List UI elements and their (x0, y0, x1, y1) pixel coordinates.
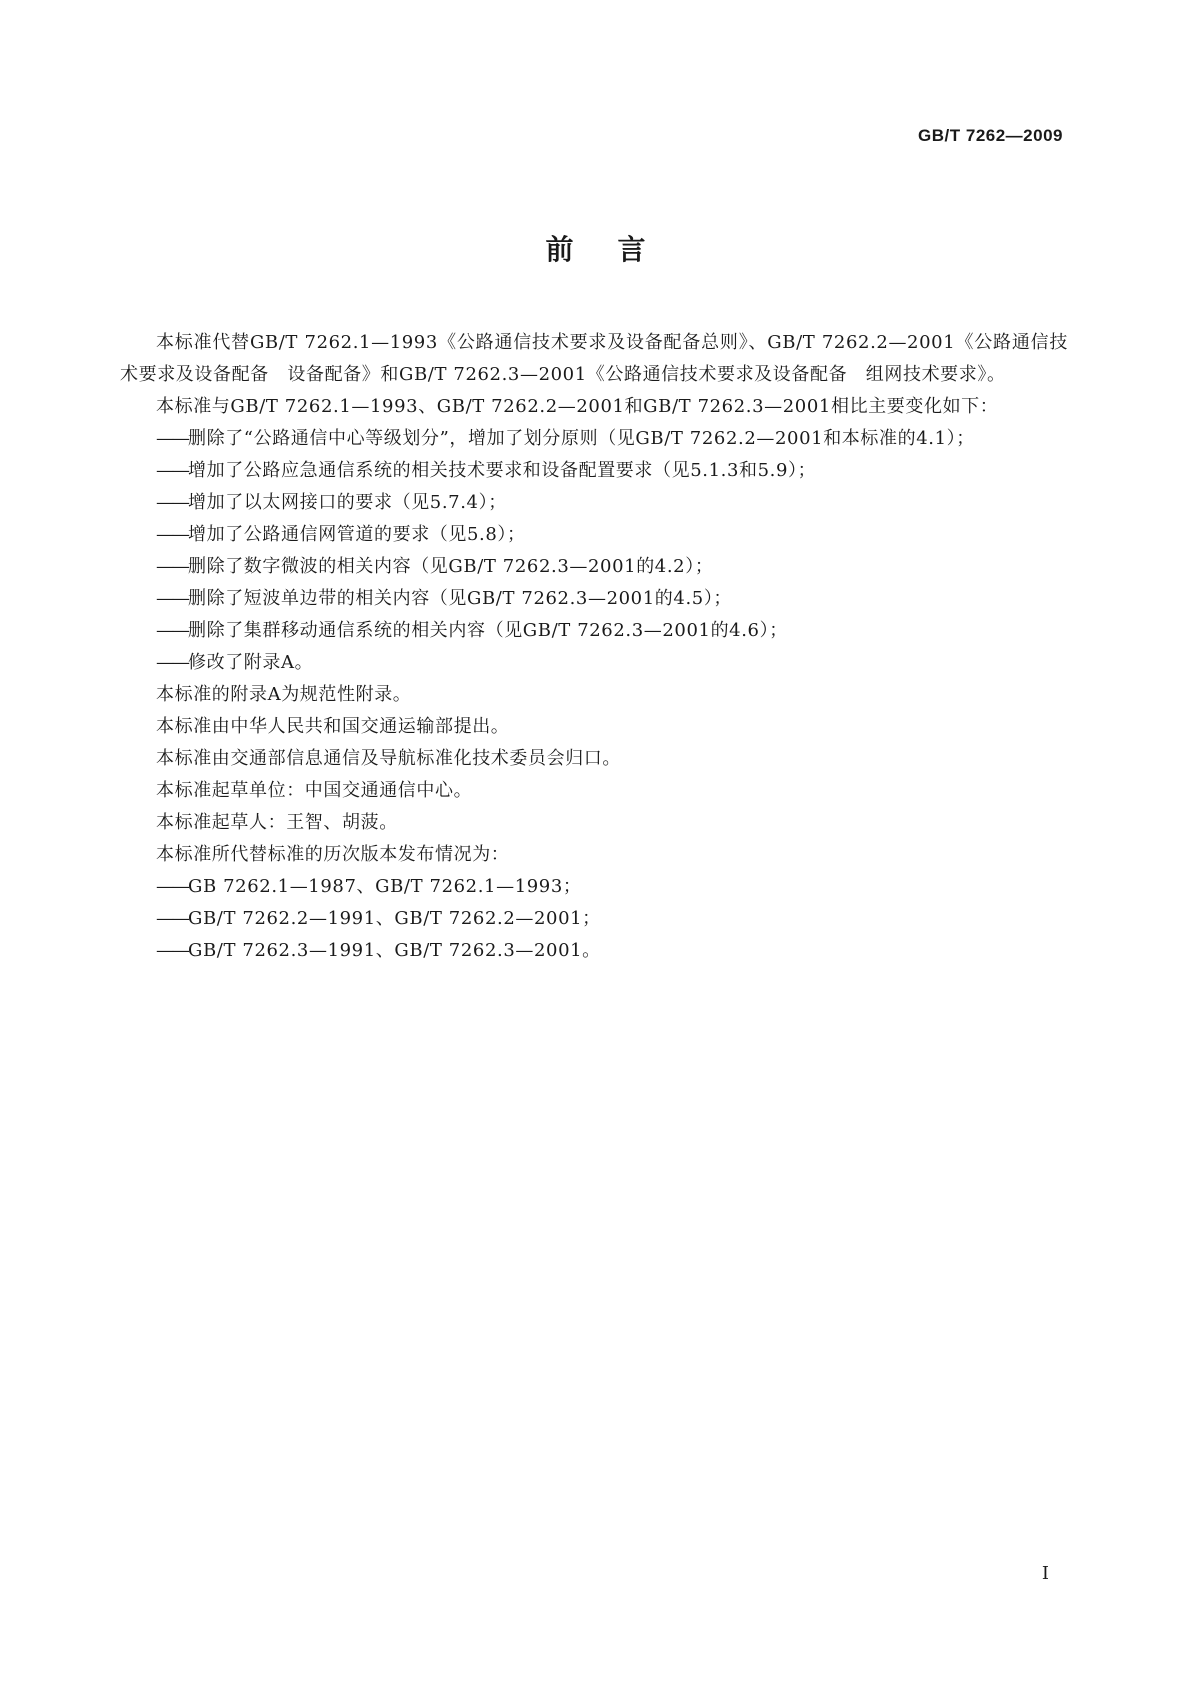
dash-marker: —— (156, 492, 188, 513)
history-item-text: GB/T 7262.3—1991、GB/T 7262.3—2001。 (188, 940, 601, 961)
list-item (120, 615, 1068, 647)
dash-marker: —— (156, 908, 188, 929)
list-item (120, 583, 1068, 615)
history-item-text: GB/T 7262.2—1991、GB/T 7262.2—2001； (188, 908, 601, 929)
change-item-text: 增加了公路通信网管道的要求（见5.8）； (188, 524, 526, 545)
dash-marker: —— (156, 428, 188, 449)
change-item-text: 删除了短波单边带的相关内容（见GB/T 7262.3—2001的4.5）； (188, 588, 733, 609)
change-item-text: 增加了以太网接口的要求（见5.7.4）； (188, 492, 507, 513)
dash-marker: —— (156, 588, 188, 609)
history-list (120, 871, 1068, 967)
list-item (120, 871, 1068, 903)
list-item (120, 551, 1068, 583)
list-item (120, 903, 1068, 935)
change-item-text: 删除了集群移动通信系统的相关内容（见GB/T 7262.3—2001的4.6）； (188, 620, 788, 641)
dash-marker: —— (156, 940, 188, 961)
preface-body (120, 327, 1068, 967)
page-title: 前言 (545, 233, 690, 266)
centralized-by-paragraph: 本标准由交通部信息通信及导航标准化技术委员会归口。 (156, 748, 621, 769)
list-item (120, 519, 1068, 551)
history-item-text: GB 7262.1—1987、GB/T 7262.1—1993； (188, 876, 582, 897)
change-item-text: 删除了数字微波的相关内容（见GB/T 7262.3—2001的4.2）； (188, 556, 714, 577)
dash-marker: —— (156, 652, 188, 673)
change-item-text: 增加了公路应急通信系统的相关技术要求和设备配置要求（见5.1.3和5.9）； (188, 460, 817, 481)
list-item (120, 455, 1068, 487)
standard-code-header: GB/T 7262—2009 (918, 126, 1063, 145)
dash-marker: —— (156, 524, 188, 545)
changes-lead-paragraph: 本标准与GB/T 7262.1—1993、GB/T 7262.2—2001和GB/T 7262.3—2001相比主要变化如下： (156, 396, 999, 417)
proposed-by-paragraph: 本标准由中华人民共和国交通运输部提出。 (156, 716, 510, 737)
list-item (120, 487, 1068, 519)
annex-paragraph: 本标准的附录A为规范性附录。 (156, 684, 412, 705)
page-number: I (1041, 1563, 1049, 1584)
dash-marker: —— (156, 460, 188, 481)
change-item-text: 删除了“公路通信中心等级划分”，增加了划分原则（见GB/T 7262.2—2001和本标准的4.1）； (188, 428, 975, 449)
dash-marker: —— (156, 620, 188, 641)
history-lead-paragraph: 本标准所代替标准的历次版本发布情况为： (156, 844, 510, 865)
changes-list (120, 423, 1068, 679)
list-item (120, 935, 1068, 967)
intro-paragraph: 本标准代替GB/T 7262.1—1993《公路通信技术要求及设备配备总则》、GB/T 7262.2—2001《公路通信技术要求及设备配备 设备配备》和GB/T 7262.3—2001《公路通信技术要求及设备配备 组网技术要求》。 (120, 332, 1068, 385)
change-item-text: 修改了附录A。 (188, 652, 314, 673)
drafters-paragraph: 本标准起草人：王智、胡菠。 (156, 812, 398, 833)
drafting-unit-paragraph: 本标准起草单位：中国交通通信中心。 (156, 780, 473, 801)
dash-marker: —— (156, 556, 188, 577)
list-item (120, 423, 1068, 455)
list-item (120, 647, 1068, 679)
dash-marker: —— (156, 876, 188, 897)
